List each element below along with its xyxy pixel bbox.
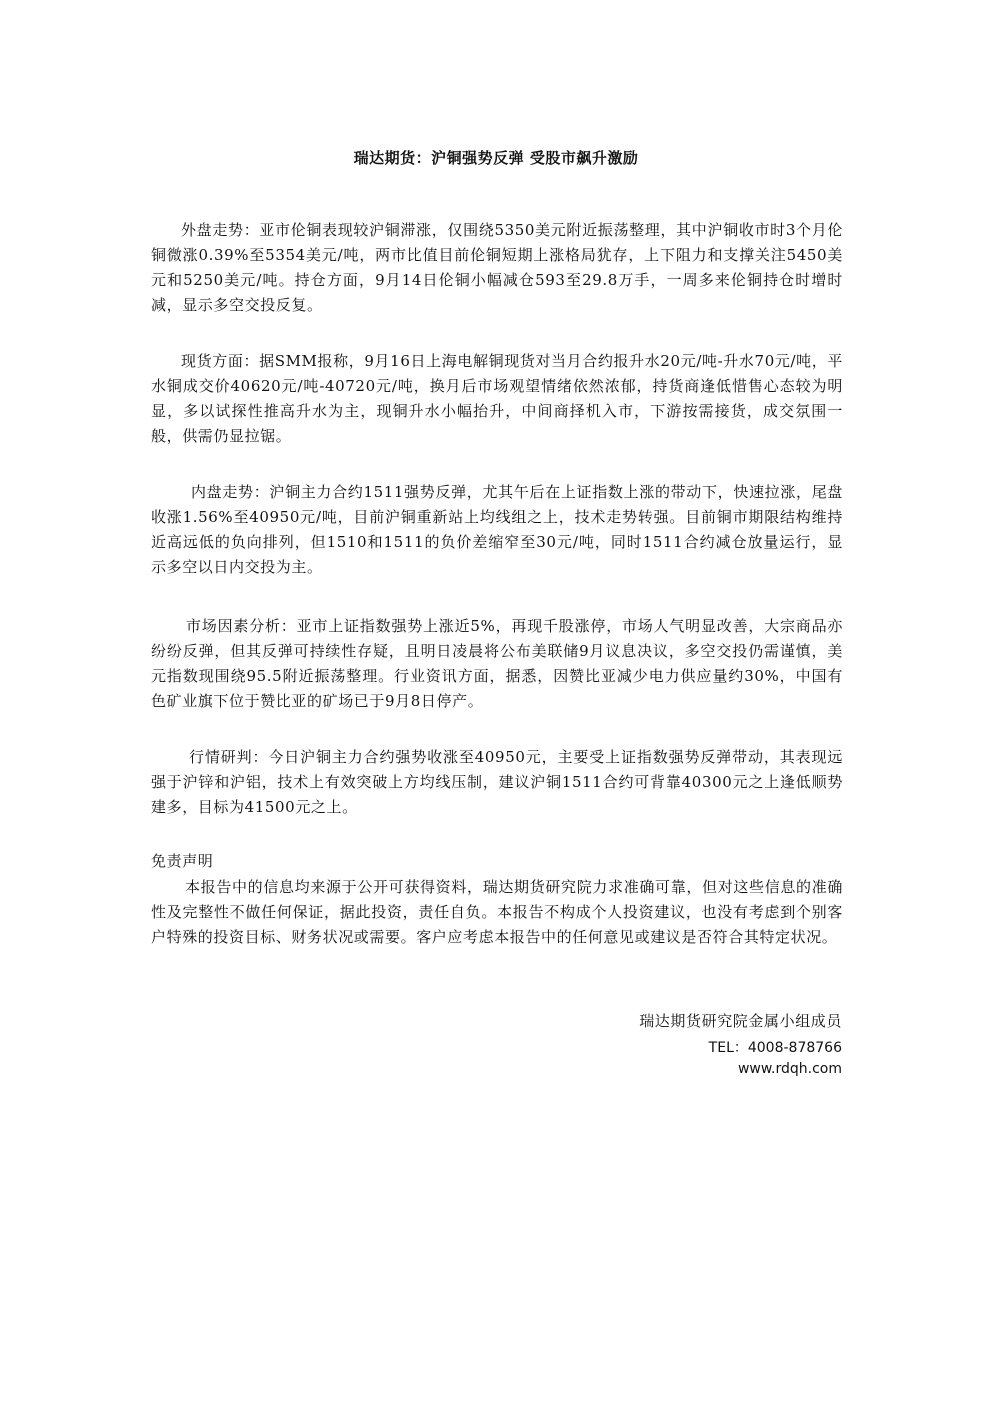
paragraph-domestic-market: 内盘走势：沪铜主力合约1511强势反弹，尤其午后在上证指数上涨的带动下，快速拉涨，尾盘收涨1.56%至40950元/吨，目前沪铜重新站上均线组之上，技术走势转强。目前铜市期限结构维持近高远低的负向排列，但1510和1511的负价差缩窄至30元/吨，同时1511合约减仓放量运行，显示多空以日内交投为主。 bbox=[151, 483, 843, 576]
disclaimer-text: 本报告中的信息均来源于公开可获得资料，瑞达期货研究院力求准确可靠，但对这些信息的准确性及完整性不做任何保证，据此投资，责任自负。本报告不构成个人投资建议，也没有考虑到个别客户特殊的投资目标、财务状况或需要。客户应考虑本报告中的任何意见或建议是否符合其特定状况。 bbox=[151, 878, 843, 946]
document-title: 瑞达期货：沪铜强势反弹 受股市飙升激励 bbox=[353, 149, 639, 167]
paragraph-spot-market: 现货方面：据SMM报称，9月16日上海电解铜现货对当月合约报升水20元/吨-升水70元/吨，平水铜成交价40620元/吨-40720元/吨，换月后市场观望情绪依然浓郁，持货商逢低惜售心态较为明显，多以试探性推高升水为主，现铜升水小幅抬升，中间商择机入市，下游按需接货，成交氛围一般，供需仍显拉锯。 bbox=[151, 352, 843, 445]
signature-website[interactable]: www.rdqh.com bbox=[737, 1061, 842, 1077]
signature-phone: TEL：4008-878766 bbox=[708, 1040, 842, 1056]
paragraph-overseas-market: 外盘走势：亚市伦铜表现较沪铜滞涨，仅围绕5350美元附近振荡整理，其中沪铜收市时3个月伦铜微涨0.39%至5354美元/吨，两市比值目前伦铜短期上涨格局犹存，上下阻力和支撑关注5450美元和5250美元/吨。持仓方面，9月14日伦铜小幅减仓593至29.8万手，一周多来伦铜持仓时增时减，显示多空交投反复。 bbox=[151, 221, 843, 314]
disclaimer-heading: 免责声明 bbox=[151, 852, 214, 870]
paragraph-market-factors: 市场因素分析：亚市上证指数强势上涨近5%，再现千股涨停，市场人气明显改善，大宗商品亦纷纷反弹，但其反弹可持续性存疑，且明日凌晨将公布美联储9月议息决议，多空交投仍需谨慎，美元指数现围绕95.5附近振荡整理。行业资讯方面，据悉，因赞比亚减少电力供应量约30%，中国有色矿业旗下位于赞比亚的矿场已于9月8日停产。 bbox=[151, 617, 843, 710]
paragraph-outlook: 行情研判：今日沪铜主力合约强势收涨至40950元，主要受上证指数强势反弹带动，其表现远强于沪锌和沪铝，技术上有效突破上方均线压制，建议沪铜1511合约可背靠40300元之上逢低顺势建多，目标为41500元之上。 bbox=[151, 748, 843, 816]
signature-org: 瑞达期货研究院金属小组成员 bbox=[639, 1012, 842, 1030]
